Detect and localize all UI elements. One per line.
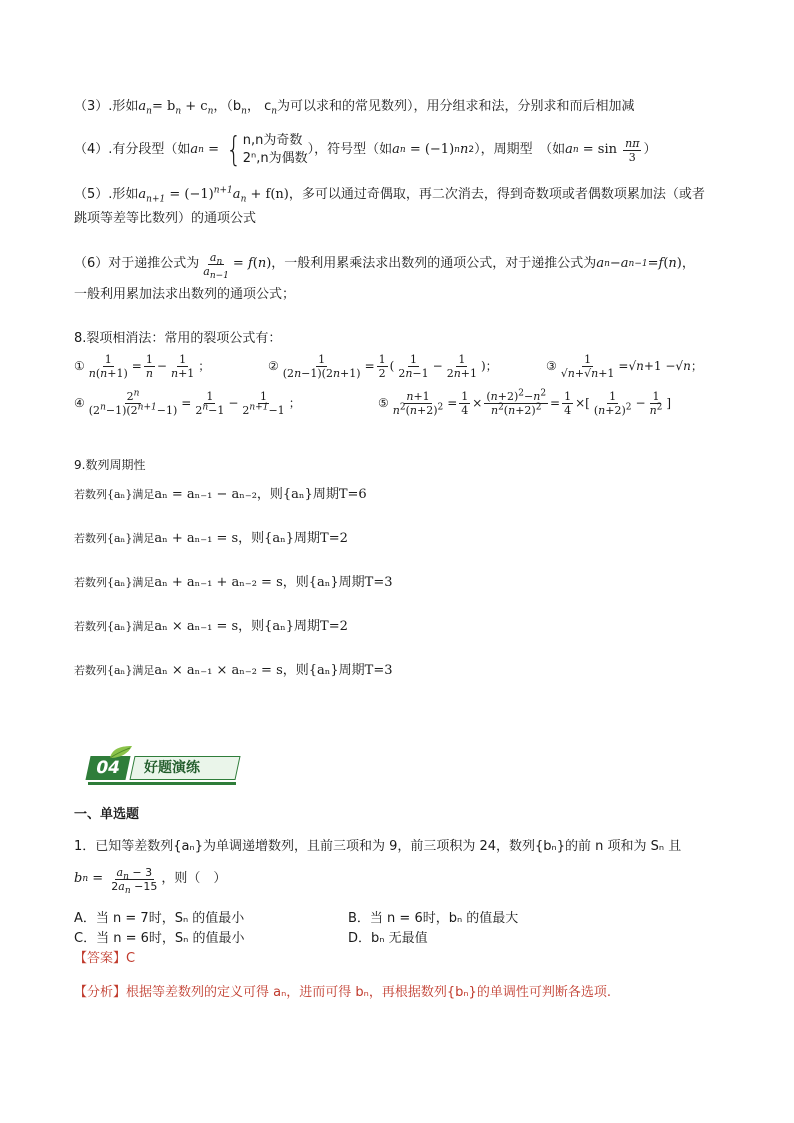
bn-fraction: $\frac{a_n - 3}{2a_n -15}$ bbox=[111, 865, 158, 896]
item-6: （6）对于递推公式为 $\frac{a_n}{a_{n-1}}$ = f ( n ) ，一般利用累乘法求出数列的通项公式，对于递推公式为 a n − a n−1 = f ( n )， bbox=[74, 250, 695, 281]
section-banner bbox=[88, 748, 238, 782]
item-5-head: （5）.形如 bbox=[74, 187, 139, 202]
period-expr: aₙ + aₙ₋₁ + aₙ₋₂ = s，则{aₙ}周期T=3 bbox=[154, 575, 393, 590]
formula-4: ④ $\frac{2^n}{(2^n-1)(2^{n+1}-1)}$ = $\frac{1}{2^n-1}$ − $\frac{1}{2^{n+1}-1}$ ； bbox=[74, 387, 301, 417]
item-3: （3）.形如$a_n= b_n + c_n$，（$b_n$， $c_n$为可以求和的常见数列），用分组求和法，分别求和而后相加减 bbox=[74, 99, 635, 117]
item-4: （4）.有分段型（如 a n = { n,n为奇数 2ⁿ,n为偶数 ），符号型（如 a n = (−1) n n 2 ），周期型 （如 a n = sin $\frac{n\pi}{3}$ ） bbox=[74, 130, 657, 170]
formula-5: ⑤ $\frac{n+1}{n^2(n+2)^2}$ = $\frac{1}{4}$ × $\frac{(n+2)^2-n^2}{n^2(n+2)^2}$ = $\frac{1}{4}$ ×[ $\frac{1}{(n+2)^2}$ − $\frac{1}{n^2}$ ] bbox=[378, 387, 672, 417]
period-row-1 bbox=[74, 486, 367, 504]
question-1-tail: ，则（ ） bbox=[161, 871, 227, 886]
section-heading: 一、单选题 bbox=[74, 807, 140, 822]
period-expr: aₙ × aₙ₋₁ = s，则{aₙ}周期T=2 bbox=[154, 619, 348, 634]
period-expr: aₙ + aₙ₋₁ = s，则{aₙ}周期T=2 bbox=[154, 531, 348, 546]
option-c[interactable]: C．当 n = 6时，Sₙ 的值最小 bbox=[74, 931, 245, 946]
piecewise-cases bbox=[243, 132, 308, 168]
analysis: 【分析】根据等差数列的定义可得 aₙ，进而可得 bₙ，再根据数列{bₙ}的单调性可判断各选项. bbox=[74, 985, 611, 1000]
section-8-title: 8.裂项相消法：常用的裂项公式有： bbox=[74, 331, 282, 346]
case-odd: n,n为奇数 bbox=[242, 133, 303, 148]
formula-2: ② $\frac{1}{(2n-1)(2n+1)}$ = $\frac{1}{2}$ ( $\frac{1}{2n-1}$ − $\frac{1}{2n+1}$ )； bbox=[268, 352, 498, 380]
period-prefix: 若数列{aₙ}满足 bbox=[74, 664, 155, 677]
item-6-head: （6）对于递推公式为 bbox=[74, 256, 200, 271]
banner-number: 04 bbox=[85, 756, 130, 780]
period-prefix: 若数列{aₙ}满足 bbox=[74, 532, 155, 545]
period-expr: aₙ = aₙ₋₁ − aₙ₋₂，则{aₙ}周期T=6 bbox=[154, 487, 367, 502]
item-4-mid2: ），周期型 （如 bbox=[474, 142, 566, 157]
period-row-3 bbox=[74, 574, 393, 592]
period-row-5 bbox=[74, 662, 393, 680]
period-row-2 bbox=[74, 530, 348, 548]
item-6-mid: ，一般利用累乘法求出数列的通项公式，对于递推公式为 bbox=[271, 256, 597, 271]
section-9-title: 9.数列周期性 bbox=[74, 458, 146, 472]
item-4-mid: ），符号型（如 bbox=[307, 142, 393, 157]
question-1-stem: 1．已知等差数列{aₙ}为单调递增数列，且前三项和为 9，前三项积为 24，数列{bₙ}的前 n 项和为 Sₙ 且 bbox=[74, 839, 682, 854]
period-row-4 bbox=[74, 618, 348, 636]
formula-1: ① $\frac{1}{n(n+1)}$ = $\frac{1}{n}$ − $\frac{1}{n+1}$ ； bbox=[74, 352, 211, 380]
period-prefix: 若数列{aₙ}满足 bbox=[74, 488, 155, 501]
item-5: （5）.形如$a_{n+1} = (-1)^{n+1}a_n + f(n)$，多可以通过奇偶取，再二次消去，得到奇数项或者偶数项累加法（或者 bbox=[74, 185, 705, 205]
item-3-label: （3）.形如 bbox=[74, 99, 139, 114]
item-3-desc: 为可以求和的常见数列），用分组求和法，分别求和而后相加减 bbox=[277, 99, 635, 114]
answer: 【答案】C bbox=[74, 951, 136, 966]
item-4-head: （4）.有分段型（如 bbox=[74, 142, 191, 157]
item-5-mid: ，多可以通过奇偶取，再二次消去，得到奇数项或者偶数项累加法（或者 bbox=[288, 187, 705, 202]
leaf-icon bbox=[108, 744, 134, 760]
period-prefix: 若数列{aₙ}满足 bbox=[74, 620, 155, 633]
period-prefix: 若数列{aₙ}满足 bbox=[74, 576, 155, 589]
banner-underline bbox=[88, 782, 236, 785]
banner-title: 好题演练 bbox=[144, 760, 200, 776]
question-1-stem-line2: b n = $\frac{a_n - 3}{2a_n -15}$ ，则（ ） bbox=[74, 865, 227, 896]
formula-3: ③ $\frac{1}{√n+√n+1}$ =√n+1 −√n； bbox=[546, 352, 703, 380]
item-6-line2: 一般利用累加法求出数列的通项公式； bbox=[74, 287, 296, 302]
option-d[interactable]: D．bₙ 无最值 bbox=[348, 931, 428, 946]
option-a[interactable]: A．当 n = 7时，Sₙ 的值最小 bbox=[74, 911, 245, 926]
period-expr: aₙ × aₙ₋₁ × aₙ₋₂ = s，则{aₙ}周期T=3 bbox=[154, 663, 393, 678]
item-5-line2: 跳项等差等比数列）的通项公式 bbox=[74, 211, 257, 226]
option-b[interactable]: B．当 n = 6时，bₙ 的值最大 bbox=[348, 911, 519, 926]
case-even: 2ⁿ,n为偶数 bbox=[242, 151, 308, 166]
